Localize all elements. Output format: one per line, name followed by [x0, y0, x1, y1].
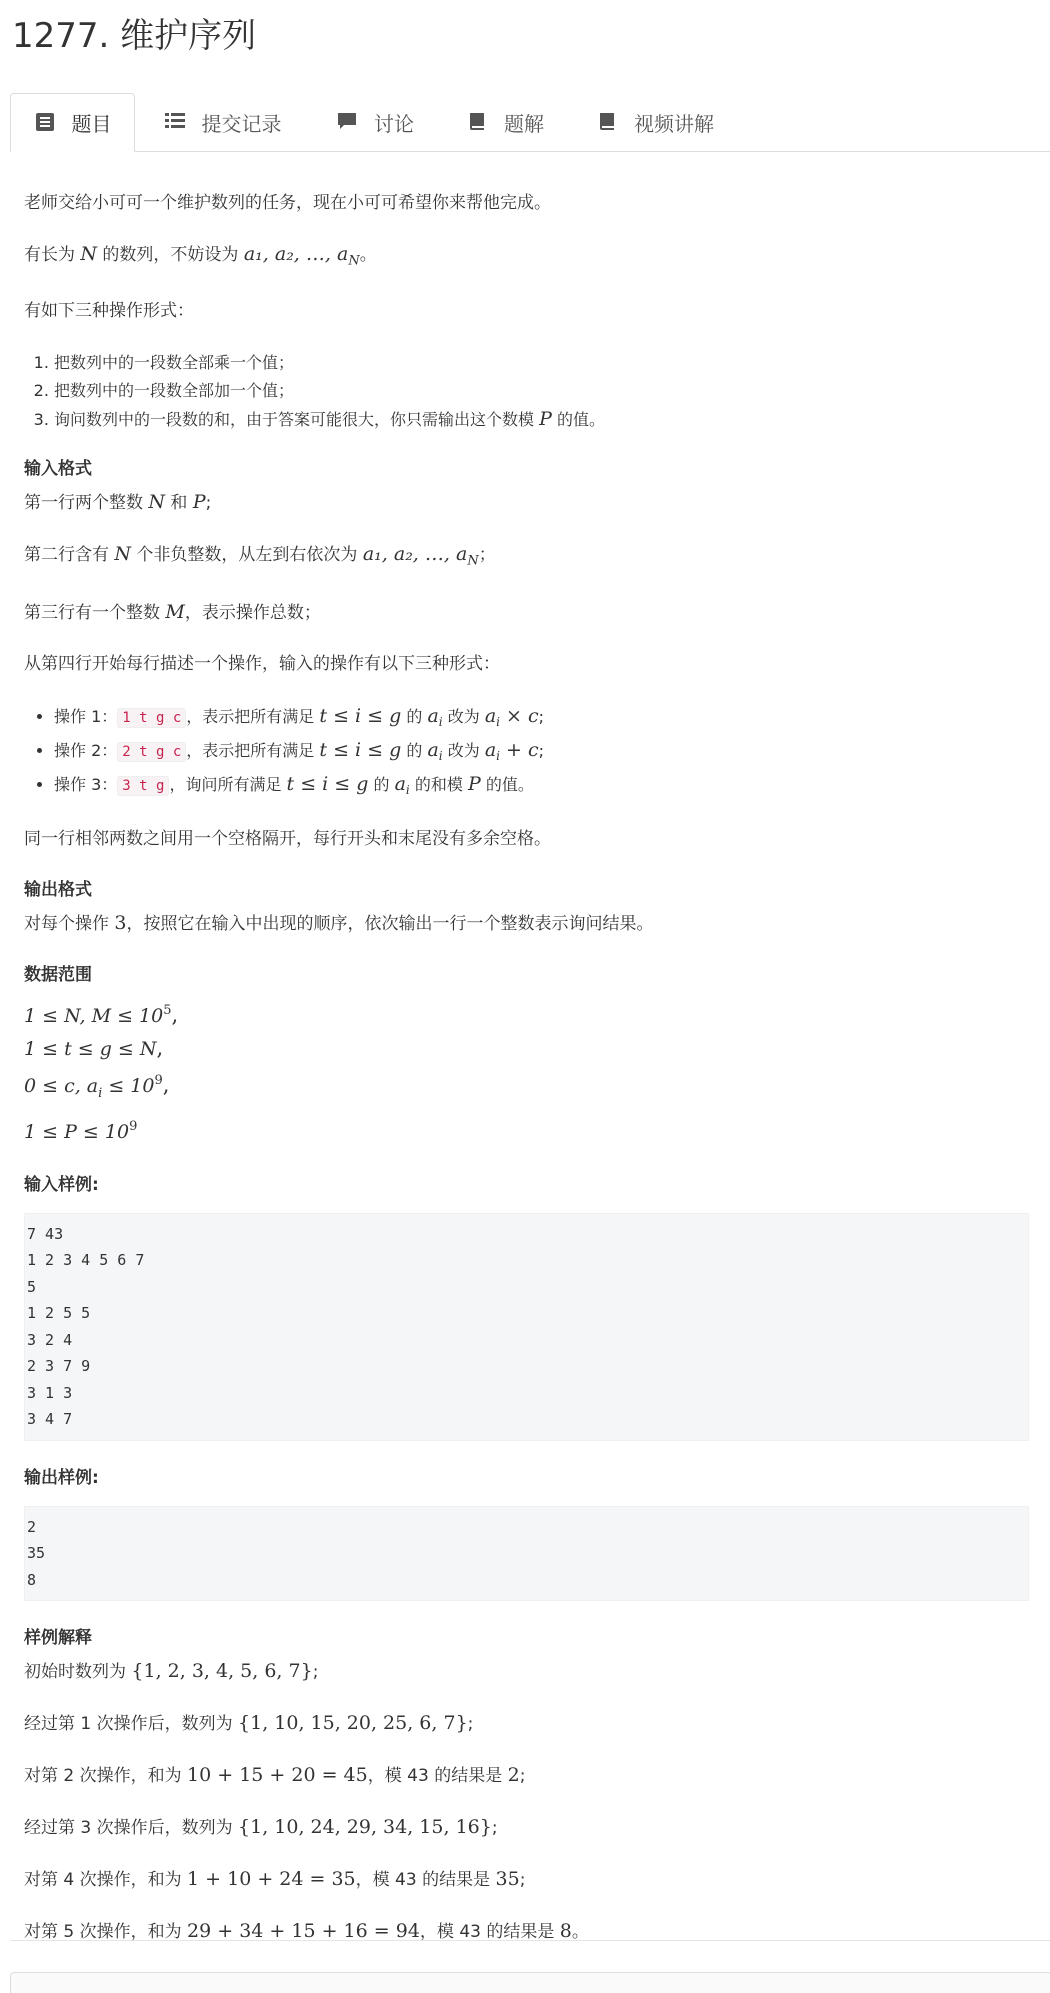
sample-output-code[interactable]: 2 35 8 [24, 1506, 1029, 1602]
tab-video-label: 视频讲解 [634, 111, 714, 136]
document-icon [34, 111, 58, 135]
input-line-3: 第三行有一个整数 M，表示操作总数； [24, 600, 321, 623]
input-heading: 输入格式 [24, 459, 92, 480]
input-line-5: 同一行相邻两数之间用一个空格隔开，每行开头和末尾没有多余空格。 [24, 829, 551, 850]
comment-icon [336, 110, 360, 134]
output-line: 对每个操作 3，按照它在输入中出现的顺序，依次输出一行一个整数表示询问结果。 [24, 912, 654, 935]
intro-text: 老师交给小可可一个维护数列的任务，现在小可可希望你来帮他完成。 [24, 193, 551, 213]
page-title: 1277. 维护序列 [12, 16, 257, 56]
input-line-1: 第一行两个整数 N 和 P; [24, 491, 212, 514]
output-heading: 输出格式 [24, 880, 92, 901]
range-line: 1 ≤ N, $M \le 10^5$, [24, 1003, 179, 1028]
book-icon [596, 110, 620, 134]
input-line-2: 第二行含有 N 个非负整数，从左到右依次为 a₁, a₂, …, $a_N$； [24, 543, 496, 569]
list-icon [164, 110, 188, 134]
list-item: 1. 把数列中的一段数全部乘一个值； [54, 349, 1029, 377]
range-line: 0 ≤ c, $a_i \le 10^9$, [24, 1073, 170, 1102]
tab-discussion[interactable] [320, 93, 430, 151]
list-item: • 操作 1： 1 t g c ，表示把所有满足 t ≤ i ≤ g 的 $a_i$ 改为 $a_i \times c$; [54, 702, 1029, 736]
tab-solutions[interactable] [450, 93, 560, 151]
ops-list [24, 349, 1029, 434]
problem-tabs [10, 93, 1050, 152]
divider [10, 1940, 1050, 1941]
range-line: $1 \le P \le 10^9$ [24, 1118, 138, 1143]
editor-panel-edge [10, 1972, 1050, 1993]
range-line: 1 ≤ t ≤ g ≤ N, [24, 1036, 164, 1061]
explain-line: 对第 4 次操作，和为 1 + 10 + 24 = 35，模 43 的结果是 35; [24, 1868, 526, 1891]
sample-output-heading: 输出样例: [24, 1467, 99, 1488]
sample-input-code[interactable]: 7 43 1 2 3 4 5 6 7 5 1 2 5 5 3 2 4 2 3 7 9 3 1 3 3 4 7 [24, 1213, 1029, 1441]
explain-heading: 样例解释 [24, 1628, 92, 1649]
tab-problem[interactable] [10, 93, 135, 152]
explain-line: 对第 5 次操作，和为 29 + 34 + 15 + 16 = 94，模 43 的结果是 8。 [24, 1920, 589, 1943]
list-item: • 操作 2： 2 t g c ，表示把所有满足 t ≤ i ≤ g 的 $a_i$ 改为 $a_i + c$; [54, 736, 1029, 770]
explain-line: 经过第 1 次操作后，数列为 {1, 10, 15, 20, 25, 6, 7}; [24, 1712, 474, 1735]
tab-submissions-label: 提交记录 [201, 111, 282, 136]
tab-solutions-label: 题解 [504, 111, 544, 136]
list-item: 3. 询问数列中的一段数的和，由于答案可能很大，你只需输出这个数模 P 的值。 [54, 405, 1029, 434]
tab-discussion-label: 讨论 [374, 111, 414, 136]
list-item: 2. 把数列中的一段数全部加一个值； [54, 377, 1029, 405]
explain-line: 经过第 3 次操作后，数列为 {1, 10, 24, 29, 34, 15, 16}; [24, 1816, 498, 1839]
op-desc-list [24, 702, 1029, 805]
sequence-text: 有长为 N 的数列，不妨设为 a₁, a₂, …, $a_N$。 [24, 243, 377, 269]
range-block [24, 995, 1029, 1147]
tab-problem-label: 题目 [71, 112, 112, 136]
sample-input-heading: 输入样例: [24, 1174, 99, 1195]
explain-line: 对第 2 次操作，和为 10 + 15 + 20 = 45，模 43 的结果是 2; [24, 1764, 526, 1787]
explain-line: 初始时数列为 {1, 2, 3, 4, 5, 6, 7}; [24, 1660, 319, 1683]
range-heading: 数据范围 [24, 965, 92, 986]
tab-submissions[interactable] [160, 93, 285, 151]
input-line-4: 从第四行开始每行描述一个操作，输入的操作有以下三种形式： [24, 653, 500, 674]
ops-intro: 有如下三种操作形式： [24, 301, 194, 322]
tab-video[interactable] [580, 93, 730, 151]
book-icon [466, 110, 490, 134]
list-item: • 操作 3： 3 t g ，询问所有满足 t ≤ i ≤ g 的 $a_i$ 的和模 P 的值。 [54, 770, 1029, 804]
problem-content [24, 190, 1029, 1970]
